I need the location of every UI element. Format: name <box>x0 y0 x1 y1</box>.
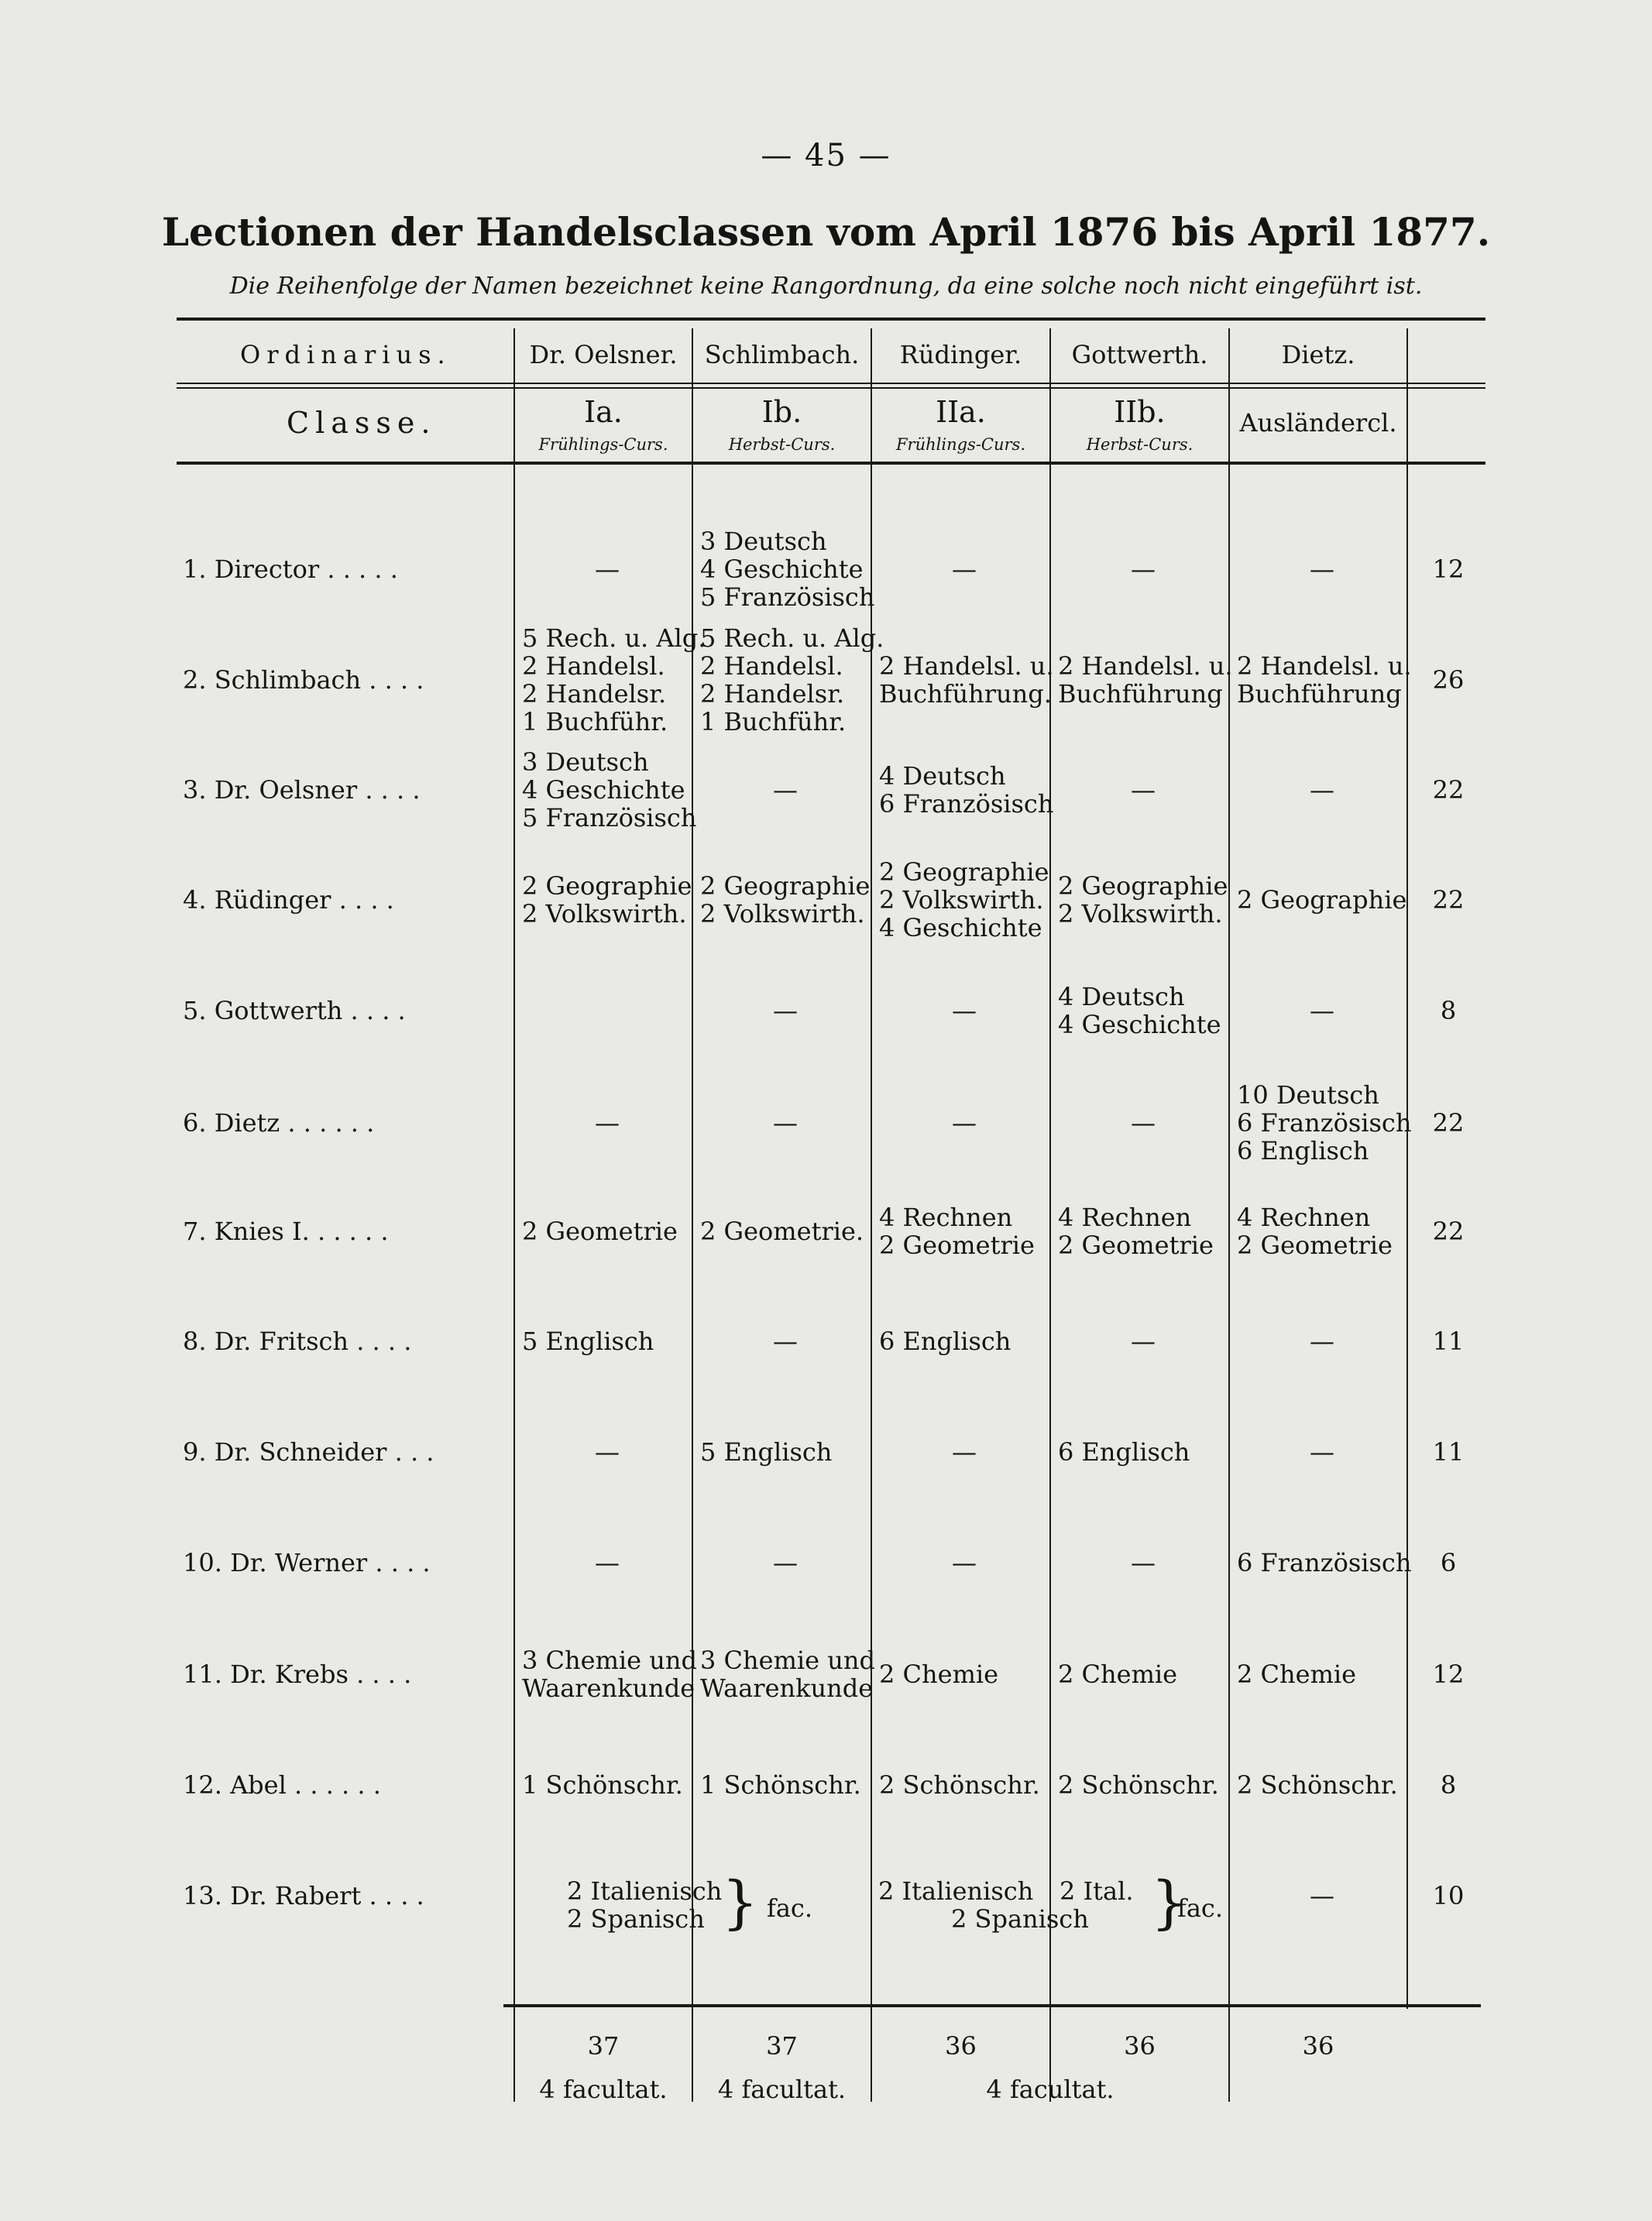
row-total: 22 <box>1432 1108 1465 1138</box>
total-aus: 36 <box>1302 2031 1334 2061</box>
curs-iib: Herbst-Curs. <box>1086 435 1193 454</box>
lesson-ia: — <box>595 554 620 584</box>
lesson-ia: 3 Chemie und <box>522 1646 697 1675</box>
lesson-ia: 3 Deutsch <box>522 747 649 777</box>
lesson-iib: 2 Geographie <box>1058 871 1228 901</box>
lesson-iia: — <box>952 1548 977 1577</box>
lesson-aus: — <box>1310 1881 1334 1910</box>
lesson-ib: 2 Geometrie. <box>700 1217 864 1246</box>
lesson-aus: — <box>1310 1437 1334 1467</box>
rabert-iia-italienisch: 2 Italienisch <box>878 1876 1034 1906</box>
teacher-name: 12. Abel . . . . . . <box>183 1770 381 1800</box>
lesson-iia: 4 Geschichte <box>879 913 1042 942</box>
lesson-iia: — <box>952 1108 977 1138</box>
total-ib: 37 <box>766 2031 798 2061</box>
lesson-ia: 1 Buchführ. <box>522 707 668 736</box>
lesson-iia: 2 Geographie <box>879 857 1049 887</box>
lesson-ib: 2 Geographie <box>700 871 871 901</box>
lesson-ia: 2 Geometrie <box>522 1217 678 1246</box>
lesson-ib: 2 Handelsr. <box>700 679 845 709</box>
teacher-name: 7. Knies I. . . . . . <box>183 1217 389 1246</box>
lesson-iib: 4 Deutsch <box>1058 982 1185 1011</box>
rabert-right-fac: fac. <box>1177 1893 1224 1923</box>
lesson-ia: 5 Französisch <box>522 803 697 832</box>
teacher-name: 4. Rüdinger . . . . <box>183 885 394 915</box>
column-line <box>1228 328 1230 2102</box>
lesson-iia: 2 Schönschr. <box>879 1770 1040 1800</box>
lesson-ib: 3 Deutsch <box>700 527 827 556</box>
ordinarius-iia: Rüdinger. <box>899 340 1022 369</box>
lesson-ib: Waarenkunde <box>700 1673 874 1703</box>
classe-label: Classe. <box>287 406 437 440</box>
ordinarius-ib: Schlimbach. <box>704 340 860 369</box>
rabert-iib-ital: 2 Ital. <box>1060 1876 1134 1906</box>
column-line <box>513 328 515 2102</box>
row-total: 12 <box>1432 1660 1465 1689</box>
lesson-ib: 4 Geschichte <box>700 554 864 584</box>
class-iib: IIb. <box>1114 395 1166 429</box>
lesson-aus: 2 Chemie <box>1237 1660 1357 1689</box>
lesson-aus: — <box>1310 775 1334 805</box>
lesson-ia: 2 Handelsr. <box>522 679 667 709</box>
teacher-name: 5. Gottwerth . . . . <box>183 996 406 1025</box>
teacher-name: 13. Dr. Rabert . . . . <box>183 1881 424 1910</box>
total-iia: 36 <box>945 2031 977 2061</box>
row-total: 6 <box>1440 1548 1457 1577</box>
row-total: 22 <box>1432 885 1465 915</box>
ordinarius-ia: Dr. Oelsner. <box>529 340 678 369</box>
lesson-aus: 2 Geographie <box>1237 885 1407 915</box>
totals-top-rule <box>503 2004 1481 2007</box>
lesson-iib: 2 Geometrie <box>1058 1231 1214 1260</box>
lesson-aus: 2 Schönschr. <box>1237 1770 1398 1800</box>
lesson-iia: 6 Englisch <box>879 1327 1011 1356</box>
lesson-iia: Buchführung. <box>879 679 1052 709</box>
header-divider-rule <box>177 383 1485 384</box>
lesson-iia: 4 Deutsch <box>879 761 1006 791</box>
lesson-iia: 4 Rechnen <box>879 1203 1013 1232</box>
lesson-ia: 4 Geschichte <box>522 775 685 805</box>
lesson-ia: 2 Geographie <box>522 871 692 901</box>
lesson-ib: — <box>773 775 798 805</box>
lesson-iia: 2 Handelsl. u. <box>879 651 1054 681</box>
header-bottom-rule <box>177 462 1485 465</box>
lesson-aus: Buchführung <box>1237 679 1402 709</box>
curs-ib: Herbst-Curs. <box>728 435 836 454</box>
lesson-ib: 1 Buchführ. <box>700 707 847 736</box>
rabert-ia-spanisch: 2 Spanisch <box>567 1904 705 1934</box>
row-total: 8 <box>1440 996 1457 1025</box>
lesson-ib: — <box>773 1108 798 1138</box>
facultat-ii: 4 facultat. <box>986 2075 1114 2104</box>
lesson-ia: 2 Handelsl. <box>522 651 665 681</box>
table-top-rule <box>177 318 1485 321</box>
page-number: — 45 — <box>761 138 891 173</box>
lesson-aus: 4 Rechnen <box>1237 1203 1371 1232</box>
lesson-ia: — <box>595 1548 620 1577</box>
lesson-iia: — <box>952 554 977 584</box>
lesson-iib: — <box>1131 1548 1156 1577</box>
lesson-ia: 5 Englisch <box>522 1327 654 1356</box>
lesson-iia: — <box>952 1437 977 1467</box>
row-total: 26 <box>1432 665 1465 695</box>
lesson-iib: 2 Volkswirth. <box>1058 899 1223 929</box>
lesson-aus: 6 Französisch <box>1237 1108 1412 1138</box>
column-line <box>1049 328 1051 2102</box>
lesson-ib: 5 Englisch <box>700 1437 833 1467</box>
lesson-iib: 4 Rechnen <box>1058 1203 1192 1232</box>
row-total: 22 <box>1432 1217 1465 1246</box>
lesson-ia: 1 Schönschr. <box>522 1770 683 1800</box>
teacher-name: 11. Dr. Krebs . . . . <box>183 1660 412 1689</box>
lesson-iib: Buchführung <box>1058 679 1223 709</box>
lesson-ia: — <box>595 1437 620 1467</box>
lesson-ia: 2 Volkswirth. <box>522 899 687 929</box>
row-total: 11 <box>1432 1437 1465 1467</box>
total-iib: 36 <box>1124 2031 1156 2061</box>
lesson-ib: 3 Chemie und <box>700 1646 875 1675</box>
lesson-iib: — <box>1131 1327 1156 1356</box>
lesson-ia: 5 Rech. u. Alg. <box>522 623 706 653</box>
facultat-ia: 4 facultat. <box>539 2075 668 2104</box>
lesson-aus: 6 Französisch <box>1237 1548 1412 1577</box>
lesson-iib: 2 Schönschr. <box>1058 1770 1219 1800</box>
lesson-ib: — <box>773 1548 798 1577</box>
lesson-aus: 10 Deutsch <box>1237 1080 1379 1110</box>
ordinarius-label: Ordinarius. <box>240 340 452 369</box>
row-total: 12 <box>1432 554 1465 584</box>
lesson-iib: 2 Chemie <box>1058 1660 1178 1689</box>
lesson-ia: Waarenkunde <box>522 1673 695 1703</box>
lesson-iia: 2 Chemie <box>879 1660 999 1689</box>
curs-iia: Frühlings-Curs. <box>895 435 1025 454</box>
ordinarius-aus: Dietz. <box>1281 340 1355 369</box>
lesson-iib: 4 Geschichte <box>1058 1010 1221 1039</box>
lesson-ib: 2 Handelsl. <box>700 651 843 681</box>
row-total: 22 <box>1432 775 1465 805</box>
teacher-name: 2. Schlimbach . . . . <box>183 665 424 695</box>
lesson-ib: 2 Volkswirth. <box>700 899 865 929</box>
lesson-iib: — <box>1131 554 1156 584</box>
row-total: 11 <box>1432 1327 1465 1356</box>
teacher-name: 1. Director . . . . . <box>183 554 398 584</box>
class-aus: Ausländercl. <box>1239 408 1397 438</box>
lesson-iib: 6 Englisch <box>1058 1437 1190 1467</box>
curs-ia: Frühlings-Curs. <box>538 435 668 454</box>
page-title: Lectionen der Handelsclassen vom April 1876 bis April 1877. <box>161 209 1491 255</box>
header-divider-rule-2 <box>177 387 1485 389</box>
lesson-iia: — <box>952 996 977 1025</box>
ordinarius-iib: Gottwerth. <box>1071 340 1208 369</box>
lesson-aus: — <box>1310 554 1334 584</box>
lesson-ib: 5 Rech. u. Alg. <box>700 623 884 653</box>
class-ib: Ib. <box>761 395 802 429</box>
class-iia: IIa. <box>936 395 986 429</box>
lesson-aus: 2 Geometrie <box>1237 1231 1393 1260</box>
lesson-ib: 1 Schönschr. <box>700 1770 861 1800</box>
lesson-ib: 5 Französisch <box>700 582 875 612</box>
teacher-name: 9. Dr. Schneider . . . <box>183 1437 434 1467</box>
column-line <box>692 328 693 2102</box>
lesson-ia: — <box>595 1108 620 1138</box>
total-ia: 37 <box>587 2031 620 2061</box>
rabert-ia-italienisch: 2 Italienisch <box>567 1876 723 1906</box>
page-subtitle: Die Reihenfolge der Namen bezeichnet keine Rangordnung, da eine solche noch nicht eingeführt ist. <box>229 273 1423 300</box>
teacher-name: 10. Dr. Werner . . . . <box>183 1548 431 1577</box>
lesson-aus: — <box>1310 1327 1334 1356</box>
lesson-iib: — <box>1131 775 1156 805</box>
rabert-left-brace: } <box>722 1869 759 1936</box>
teacher-name: 6. Dietz . . . . . . <box>183 1108 375 1138</box>
rabert-right-brace: } <box>1151 1869 1188 1936</box>
lesson-aus: 6 Englisch <box>1237 1136 1369 1165</box>
row-total: 8 <box>1440 1770 1457 1800</box>
lesson-iib: 2 Handelsl. u. <box>1058 651 1233 681</box>
facultat-ib: 4 facultat. <box>717 2075 847 2104</box>
lesson-iia: 2 Geometrie <box>879 1231 1035 1260</box>
lesson-iia: 6 Französisch <box>879 789 1054 819</box>
lesson-aus: 2 Handelsl. u. <box>1237 651 1412 681</box>
lesson-aus: — <box>1310 996 1334 1025</box>
class-ia: Ia. <box>584 395 623 429</box>
teacher-name: 8. Dr. Fritsch . . . . <box>183 1327 412 1356</box>
lesson-iia: 2 Volkswirth. <box>879 885 1044 915</box>
rabert-ii-spanisch: 2 Spanisch <box>951 1904 1089 1934</box>
lesson-ib: — <box>773 1327 798 1356</box>
lesson-iib: — <box>1131 1108 1156 1138</box>
rabert-left-fac: fac. <box>767 1893 813 1923</box>
lesson-ib: — <box>773 996 798 1025</box>
teacher-name: 3. Dr. Oelsner . . . . <box>183 775 421 805</box>
row-total: 10 <box>1432 1881 1465 1910</box>
